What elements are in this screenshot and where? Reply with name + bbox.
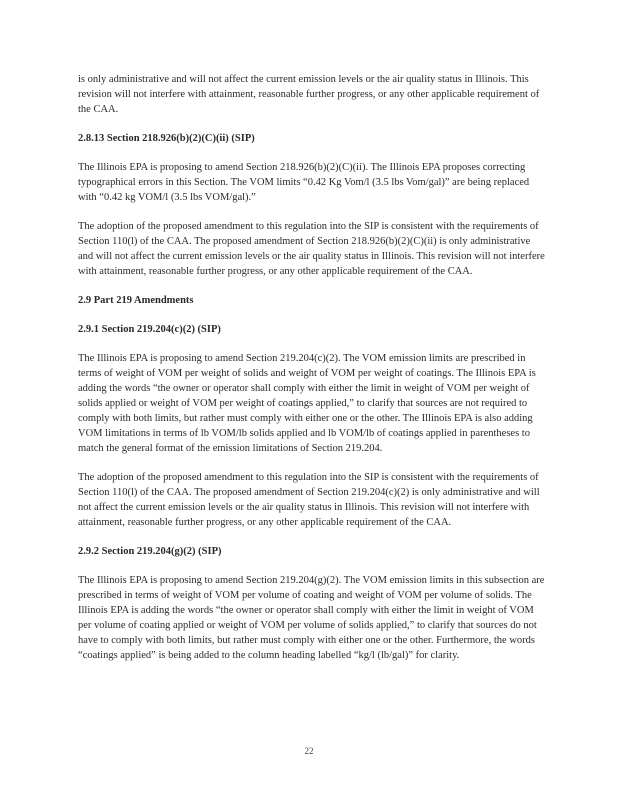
- paragraph-2-9-1-proposal: The Illinois EPA is proposing to amend Section 219.204(c)(2). The VOM emission limits are prescribed in terms of weight of VOM per weight of solids and weight of VOM per weight of coatings. The Illinois EPA is adding the words “the owner or operator shall comply with either the limit in weight of VOM per weight of solids applied or weight of VOM per weight of coatings applied,” to clarify that sources are not required to comply with both limits, but rather must comply with either one or the other. The Illinois EPA is also adding VOM limitations in terms of lb VOM/lb solids applied and lb VOM/lb of coatings applied in parentheses to match the general format of the emission limitations of Section 219.204.: [78, 353, 536, 454]
- section-heading-2-9: 2.9 Part 219 Amendments: [78, 295, 194, 306]
- section-heading-2-8-13: 2.8.13 Section 218.926(b)(2)(C)(ii) (SIP): [78, 133, 255, 144]
- paragraph-2-9-1-adoption: The adoption of the proposed amendment to this regulation into the SIP is consistent with the requirements of Section 110(l) of the CAA. The proposed amendment of Section 219.204(c)(2) is only administrative and will not affect the current emission levels or the air quality status in Illinois. This revision will not interfere with attainment, reasonable further progress, or any other applicable requirement of the CAA.: [78, 472, 540, 528]
- paragraph-2-8-13-proposal: The Illinois EPA is proposing to amend Section 218.926(b)(2)(C)(ii). The Illinois EPA proposes correcting typographical errors in this Section. The VOM limits “0.42 Kg Vom/l (3.5 lbs Vom/gal)” are being replaced with “0.42 kg VOM/l (3.5 lbs VOM/gal).”: [78, 162, 530, 203]
- paragraph-2-8-13-adoption: The adoption of the proposed amendment to this regulation into the SIP is consistent with the requirements of Section 110(l) of the CAA. The proposed amendment of Section 218.926(b)(2)(C)(ii) is only administrative and will not affect the current emission levels or the air quality status in Illinois. This revision will not interfere with attainment, reasonable further progress, or any other applicable requirement of the CAA.: [78, 221, 545, 277]
- section-heading-2-9-2: 2.9.2 Section 219.204(g)(2) (SIP): [78, 546, 222, 557]
- section-heading-2-9-1: 2.9.1 Section 219.204(c)(2) (SIP): [78, 324, 221, 335]
- page-number: 22: [304, 746, 314, 756]
- document-page: [78, 72, 546, 677]
- paragraph-2-9-2-proposal: The Illinois EPA is proposing to amend Section 219.204(g)(2). The VOM emission limits in this subsection are prescribed in terms of weight of VOM per volume of coating and weight of VOM per volume of solids. The Illinois EPA is adding the words “the owner or operator shall comply with either the limit in weight of VOM per volume of coating applied or weight of VOM per volume of solids applied,” to clarify that sources do not have to comply with both limits, but rather must comply with either one or the other. Furthermore, the words “coatings applied” is being added to the column heading labelled “kg/l (lb/gal)” for clarity.: [78, 575, 545, 661]
- paragraph-intro: is only administrative and will not affect the current emission levels or the air quality status in Illinois. This revision will not interfere with attainment, reasonable further progress, or any other applicable requirement of the CAA.: [78, 74, 540, 115]
